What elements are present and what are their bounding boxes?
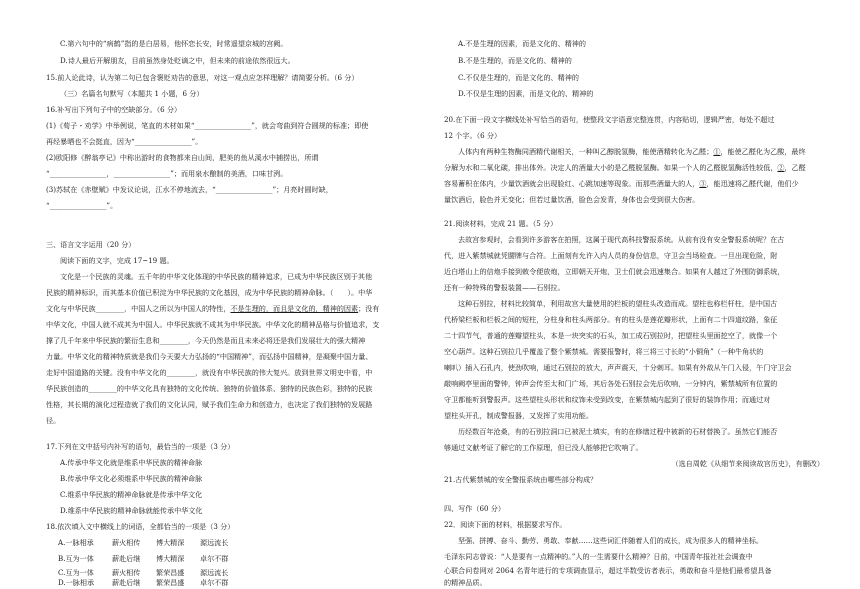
passage-line-2: 民族的精神标识，而其基本价值已积淀为中华民族的文化基因，成为中华民族的精神命脉。（ ）。中华 [46,288,373,297]
q20-para-line-3 [444,180,799,187]
q16-3-line-2: “________________”。 [46,201,118,210]
q17: 17.下列在文中括号内补写的语句，最恰当的一项是（3 分） [46,442,235,451]
q16-3-line-1: (3)苏轼在《赤壁赋》中发议论说，江水不停地流去，“________________”；月亮时圆时缺， [46,185,333,194]
material-line-10: 敲响阙亭里面的警钟，钟声会传至太和门广场，其后各处石别拉会先后吹响，一分钟内，紫禁城所有位置的 [444,379,778,388]
q18-c-word-4: 源远流长 [200,568,229,577]
q15: 15.前人论此诗，认为第二句已包含褒贬劝告的意思，对这一观点应怎样理解？请简要分析。（6 分） [46,73,359,82]
q14-option-d: D.诗人最后开解朋友，目前虽然身处贬谪之中，但未来的前途依然很远大。 [60,56,295,65]
q17-option-b: B.传承中华文化必须维系中华民族的精神命脉 [60,474,203,483]
q18-d-word-2: 薪赴后继 [112,578,141,587]
q18-d-word-4: 卓尔不群 [200,578,229,587]
passage-line-4: 中华文化，中国人就不成其为中国人。中华民族就不成其为中华民族。中华文化的精神品格与价值追求，支 [46,320,380,329]
passage-line-3c: ；没有 [358,304,380,313]
q16-2-line-1: (2)欧阳修《醉翁亭记》中称出游时的食物都来自山间，肥美的鱼从溪水中捕捞出，所谓 [46,153,319,162]
q18-a-word-2: 薪火相传 [112,538,141,547]
q20-line-2: 12 个字。（6 分） [444,131,502,140]
q21-heading: 21.阅读材料，完成 21 题。（5 分） [444,219,558,228]
q18-b-word-3: 博大精深 [156,554,185,563]
passage-line-10: 径。 [46,416,61,425]
writing-line-1: 坚强、拼搏、奋斗、勤劳、勇敢、奉献……这些词汇伴随着人们的成长，成为很多人的精神坐标。 [458,536,764,545]
material-line-11: 守卫都能听到警报声。这些望柱头形状和纹饰未受到改变，在紫禁城内起到了很好的装饰作用；而通过对 [444,395,771,404]
reading-intro: 阅读下面的文字，完成 17~19 题。 [60,256,174,265]
q17-option-a: A.传承中华文化就是维系中华民族的精神命脉 [60,458,203,467]
q20-text-2: ，能使乙醛化为乙酸，最终 [720,147,806,156]
passage-line-3a: 文化与中华民族________，中国人之所以为中国人的特性， [46,304,231,313]
material-line-12: 望柱头开孔，制成警报器，又发挥了实用功能。 [444,411,593,420]
section-3-heading: （三）名篇名句默写（本题共 1 小题，6 分） [60,89,204,98]
material-line-8: 空心葫芦。这种石别拉几乎覆盖了整个紫禁城。需要报警时，将三将三寸长的“小铜角”（一种牛角状的 [444,347,764,356]
part-4-heading: 四、写作（60 分） [444,504,505,513]
material-line-5: 这种石别拉，材料比较简单，利用故宫大量使用的栏板的望柱头改造而成。望柱也称栏杆柱，是中国古 [458,299,778,308]
q18-option-b [58,555,244,562]
q16: 16.补写出下列句子中的空缺部分。（6 分） [46,105,182,114]
q18-c-word-1: C.互为一体 [58,568,94,577]
writing-line-2: 毛泽东同志曾说：“人是要有一点精神的。”人的一生需要什么精神？日前，中国青年报社社会调查中 [444,552,753,561]
q18-option-c [58,569,244,576]
q20-blank-2: ② [777,163,785,172]
part-3-heading: 三、语言文字运用（20 分） [46,240,136,249]
passage-line-5: 撑了几千年来中华民族的繁衍生息和________，今天仍然是而且未来必将还是我们发展壮大的强大精神 [46,336,366,345]
q20-para-line-4: 量饮酒后，脸色并无变化；但若过量饮酒，脸色会发青，身体也会受到很大伤害。 [444,195,700,204]
q19-option-d: D.不仅是生理的因素，而是文化的、精神的 [458,89,594,98]
material-line-13: 历经数百年沧桑，有的石别拉洞口已被泥土填实，有的在修缮过程中被新的石材替换了。虽然它们能否 [458,427,778,436]
q14-option-c: C.第六句中的“病鹤”指的是白居易，他怀恋长安，时常遥望京城的宫阙。 [60,39,288,48]
q18-option-d [58,579,244,586]
q18-c-word-3: 繁荣昌盛 [156,568,185,577]
q20-text-4: ，乙醛 [784,163,806,172]
material-line-4: 还有一种特殊的警报装置——石别拉。 [444,283,565,292]
q20-text-1: 人体内有两种生物酶同酒精代谢相关，一种叫乙醇脱氢酶，能使酒精转化为乙醛； [458,147,714,156]
q18-c-word-2: 薪火相传 [112,568,141,577]
q18-b-word-4: 卓尔不群 [200,554,229,563]
q18-a-word-1: A.一脉相承 [58,538,94,547]
q20-blank-1: ① [713,147,721,156]
q18-b-word-1: B.互为一体 [58,554,94,563]
q16-1-line-1: (1)《荀子・劝学》中举例说，笔直的木材如果“________________”，就会弯曲到符合圆规的标准；即使 [46,121,369,130]
q19-option-b: B.不是生理的，而是文化的、精神的 [458,56,572,65]
material-line-9: 喇叭）插入石孔内，使劲吹响，通过石别拉的放大，声声震天，十分刺耳。如果有外敌从午门入侵，午门守卫会 [444,363,792,372]
q17-option-c: C.维系中华民族的精神命脉就是传承中华文化 [60,490,203,499]
q18-b-word-2: 薪赴后继 [112,554,141,563]
material-source: （选自周乾《从细节来阅读故宫历史》，有删改） [671,459,824,468]
q20-text-6: ，能迅速将乙醛代谢，他们少 [706,179,799,188]
q18-d-word-3: 繁荣昌盛 [156,578,185,587]
q21-question: 21.古代紫禁城的安全警报系统由哪些部分构成？ [444,475,598,484]
material-line-1: 去故宫参观时，会看到许多游客在拍照，这属于现代高科技警报系统。从前有没有安全警报系统呢？在古 [458,235,785,244]
q18-d-word-1: D.一脉相承 [58,578,95,587]
q16-1-line-2: 再经暴晒也不会挺直，因为“________________”。 [46,137,203,146]
q19-option-a: A.不是生理的因素，而是文化的、精神的 [458,39,586,48]
q20-blank-3: ③ [699,179,707,188]
writing-line-3: 心联合问卷网对 2064 名青年进行的专项调查显示，超过半数受访者表示，勇敢和奋斗是他们最希望具备 [444,566,772,575]
passage-line-1: 文化是一个民族的灵魂。五千年的中华文化体现的中华民族的精神追求，已成为中华民族区别于其他 [60,272,373,281]
passage-line-7: 走好中国道路的关键。没有中华文化的________，就没有中华民族的伟大复兴。放到世界文明史中看，中 [46,368,373,377]
q16-2-line-2: “________________，________________”；而用泉水酿制的美酒，口味甘洌。 [46,169,288,178]
q17-option-d: D.维系中华民族的精神命脉就能传承中华文化 [60,506,203,515]
q20-text-5: 容易蓄积在体内，少量饮酒就会出现脸红、心跳加速等现象。而那些酒量大的人， [444,179,700,188]
passage-line-6: 力量。中华文化的精神特质就是我们今天要大力弘扬的“中国精神”，而弘扬中国精神，是凝聚中国力量、 [46,352,373,361]
passage-line-9: 性格，其长期的演化过程造就了我们的文化认同，赋予我们生命力和创造力，也决定了我们独特的发展路 [46,400,373,409]
material-line-2: 代，进入紫禁城就凭腰牌与合符。上面刻有允许入内人员的身份信息，守卫会当场检查。一旦出现危险，附 [444,251,778,260]
q18: 18.依次填入文中横线上的词语，全都恰当的一项是（3 分） [46,522,235,531]
q20-para-line-2 [444,164,806,171]
q20-line-1: 20.在下面一段文字横线处补写恰当的语句，使整段文字语意完整连贯，内容贴切，逻辑严密，每处不超过 [444,115,775,124]
material-line-3: 近白塔山上的信炮手接到敕令便放炮，立即朝天开炮，卫士们就会迅速集合。如果有人越过了外围防御系统， [444,267,785,276]
q22: 22．阅读下面的材料，根据要求写作。 [444,520,567,529]
q18-option-a [58,539,244,546]
material-line-6: 代桥梁栏板和栏板之间的短柱，分柱身和柱头两部分。有的柱头是莲花瓣形状，上面有二十四道纹路，象征 [444,315,778,324]
q20-para-line-1 [444,148,806,155]
underlined-faulty-phrase: 不是生理的，而且是文化的，精神的因素 [230,304,359,313]
q18-a-word-4: 源远流长 [200,538,229,547]
q18-a-word-3: 博大精深 [156,538,185,547]
q19-option-c: C.不仅是生理的，而是文化的、精神的 [458,73,579,82]
q20-text-3: 分解为水和二氧化碳，排出体外。决定人的酒量大小的是乙醛脱氢酶。如果一个人的乙醛脱氢酶活性较低， [444,163,778,172]
passage-line-3 [46,305,379,312]
writing-line-4: 的精神品质。 [444,578,487,587]
passage-line-8: 华民族创造的________的中华文化具有独特的文化传统、独特的价值体系、独特的民族色彩，独特的民族 [46,384,373,393]
material-line-14: 够通过文献考证了解它的工作原理，但已没人能够把它吹响了。 [444,443,643,452]
material-line-7: 二十四节气，普通的莲瓣望柱头，本是一块突实的石头，加工成石别拉时，把望柱头里面挖空了，就像一个 [444,331,778,340]
